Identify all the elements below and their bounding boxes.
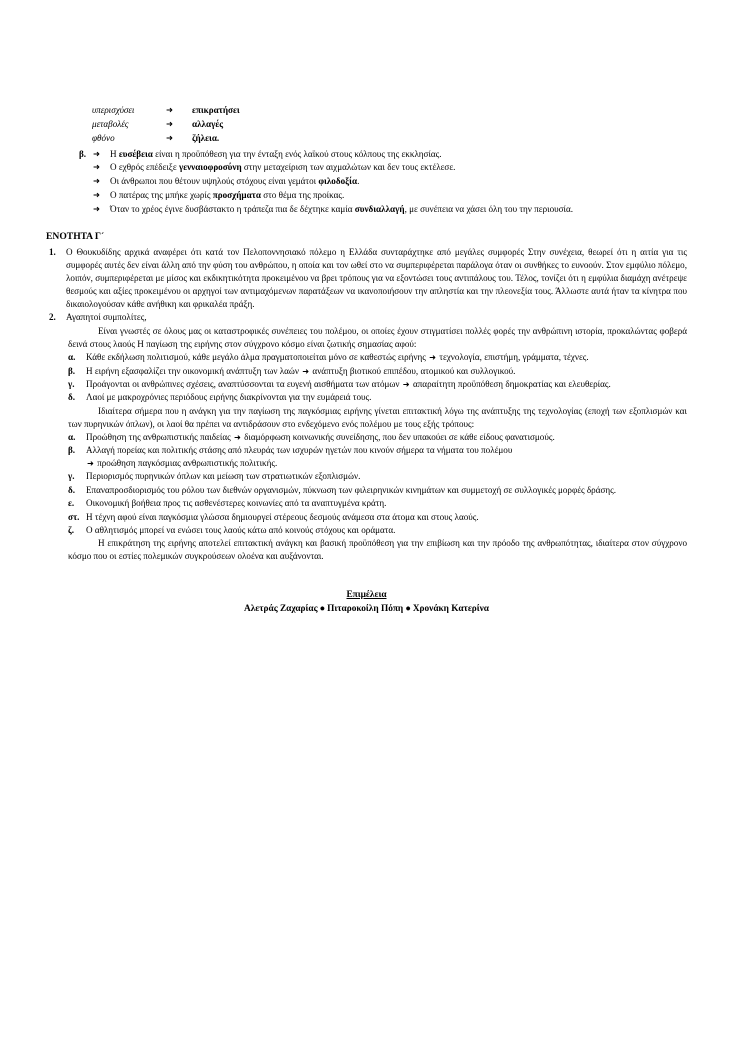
table-row bbox=[92, 132, 240, 146]
list-item bbox=[46, 246, 687, 311]
action-marker: ε. bbox=[68, 498, 75, 509]
list-item bbox=[68, 431, 687, 444]
action-marker: α. bbox=[68, 431, 76, 442]
synonym-table bbox=[92, 104, 240, 147]
list-item bbox=[46, 311, 687, 324]
action-marker: β. bbox=[68, 445, 76, 456]
action-text: Επαναπροσδιορισμός του ρόλου των διεθνών οργανισμών, πύκνωση των φιλειρηνικών κινημάτων και συμμετοχή σε συλλογικές μορφές δράσης. bbox=[86, 484, 617, 495]
list-item bbox=[93, 189, 687, 203]
item-1-text: Ο Θουκυδίδης αρχικά αναφέρει ότι κατά τον Πελοποννησιακό πόλεμο η Ελλάδα συνταράχτηκε από μεγάλες συμφορές Στην συνέχεια, θεωρεί ότι η αιτία για τις συμφορές αυτές δεν είναι άλλη από την φύση του ανθρώπου, η οποία και τον ωθεί στο να συμπεριφέρεται παράλογα όταν οι συνθήκες το ευνοούν. Στον εμφύλιο πόλεμο, λοιπόν, συμπεριφέρεται με μίσος και εκδικητικότητα προκειμένου να βρει τρόπους για να εξοντώσει τους αντιπάλους του. Τέλος, τονίζει ότι η εμφύλια διαμάχη ανέτρεψε θεσμούς και αξίες προκειμένου οι αρχηγοί των αντιμαχόμενων παρατάξεων να ικανοποιήσουν την απληστία και την πλεονεξία τους. Άλλωστε αυτά ήταν τα κίνητρα που δικαιολογούσαν κάθε ανήθικη και φρικαλέα πράξη. bbox=[66, 246, 687, 309]
section-heading: ΕΝΟΤΗΤΑ Γ´ bbox=[46, 231, 105, 243]
separator-icon: ● bbox=[405, 604, 411, 615]
arrow-icon: ➜ bbox=[233, 431, 241, 442]
benefit-marker: α. bbox=[68, 352, 76, 363]
exercise-beta-item-text: Όταν το χρέος έγινε δυσβάστακτο η τράπεζα πια δε δέχτηκε καμία συνδιαλλαγή, με συνέπεια να χάσει όλη του την περιουσία. bbox=[110, 204, 574, 215]
arrow-icon: ➜ bbox=[87, 457, 94, 468]
action-text: Αλλαγή πορείας και πολιτικής στάσης από πλευράς των ισχυρών ηγετών που κινούν σήμερα τα νήματα του πολέμου ➜ προώθηση παγκόσμιας ανθρωπιστικής πολιτικής. bbox=[86, 445, 513, 468]
editor-name: Πιταροκοίλη Πόπη bbox=[327, 604, 404, 615]
arrow-icon: ➜ bbox=[166, 104, 174, 115]
synonym-target: επικρατήσει bbox=[192, 105, 240, 115]
arrow-icon: ➜ bbox=[93, 189, 101, 200]
item-1-marker: 1. bbox=[49, 246, 56, 257]
action-text: Ο αθλητισμός μπορεί να ενώσει τους λαούς κάτω από κοινούς στόχους και οράματα. bbox=[86, 524, 396, 535]
benefit-marker: δ. bbox=[68, 392, 75, 403]
list-item bbox=[68, 391, 687, 404]
list-item bbox=[93, 175, 687, 189]
table-row bbox=[92, 104, 240, 118]
list-item bbox=[68, 365, 687, 378]
footer-credits bbox=[46, 589, 687, 616]
exercise-beta-item-text: Η ευσέβεια είναι η προϋπόθεση για την ένταξη ενός λαϊκού στους κόλπους της εκκλησίας. bbox=[110, 148, 442, 159]
item-2-bridge: Ιδιαίτερα σήμερα που η ανάγκη για την παγίωση της παγκόσμιας ειρήνης γίνεται επιτακτική λόγω της ανάπτυξης της τεχνολογίας (εποχή των εξοπλισμών και των πυρηνικών όπλων), οι λαοί θα πρέπει να αντιδράσουν στο ενδεχόμενο ενός πολέμου με τους εξής τρόπους: bbox=[68, 405, 687, 429]
list-item bbox=[93, 203, 687, 217]
list-item bbox=[68, 524, 687, 537]
benefits-list bbox=[68, 351, 687, 404]
item-2-marker: 2. bbox=[49, 312, 56, 323]
benefit-text: Η ειρήνη εξασφαλίζει την οικονομική ανάπτυξη των λαών ➜ ανάπτυξη βιοτικού επιπέδου, ατομικού και συλλογικού. bbox=[86, 365, 516, 376]
arrow-icon: ➜ bbox=[93, 175, 101, 186]
item-2-conclusion: Η επικράτηση της ειρήνης αποτελεί επιτακτική ανάγκη και βασική προϋπόθεση για την επιβίωση και την πρόοδο της ανθρωπότητας, ιδιαίτερα στον σύγχρονο κόσμο που οι εστίες πολεμικών συγκρούσεων ολοένα και αυξάνονται. bbox=[68, 538, 687, 562]
list-item bbox=[79, 148, 687, 161]
synonym-source: υπερισχύσει bbox=[92, 105, 135, 115]
benefit-text: Κάθε εκδήλωση πολιτισμού, κάθε μεγάλο άλμα πραγματοποιείται μόνο σε καθεστώς ειρήνης ➜ τεχνολογία, επιστήμη, γράμματα, τέχνες. bbox=[86, 352, 589, 363]
footer-title: Επιμέλεια bbox=[346, 590, 387, 601]
synonym-target: ζήλεια. bbox=[192, 133, 220, 144]
action-marker: στ. bbox=[68, 511, 80, 522]
footer-names bbox=[46, 603, 687, 616]
arrow-icon: ➜ bbox=[402, 379, 410, 389]
table-row bbox=[92, 118, 240, 132]
arrow-icon: ➜ bbox=[166, 132, 174, 143]
list-item bbox=[68, 511, 687, 524]
actions-list bbox=[68, 431, 687, 537]
benefit-marker: β. bbox=[68, 365, 76, 376]
list-item bbox=[68, 351, 687, 364]
list-item bbox=[68, 484, 687, 497]
item-2-content bbox=[68, 325, 687, 563]
item-2-intro: Είναι γνωστές σε όλους μας οι καταστροφικές συνέπειες του πολέμου, οι οποίες έχουν στιγματίσει πολλές φορές την ανθρώπινη ιστορία, προκαλώντας φοβερά δεινά στους λαούς Η παγίωση της ειρήνης στον σύγχρονο κόσμο είναι ζωτικής σημασίας αφού: bbox=[68, 326, 687, 350]
exercise-beta-marker: β. bbox=[79, 148, 87, 159]
editor-name: Χρονάκη Κατερίνα bbox=[412, 604, 489, 615]
exercise-beta bbox=[79, 148, 687, 218]
item-2-salutation: Αγαπητοί συμπολίτες, bbox=[66, 312, 147, 323]
benefit-text: Λαοί με μακροχρόνιες περιόδους ειρήνης διακρίνονται για την ευμάρειά τους. bbox=[86, 392, 372, 403]
action-text: Περιορισμός πυρηνικών όπλων και μείωση των στρατιωτικών εξοπλισμών. bbox=[86, 471, 361, 482]
benefit-text: Προάγονται οι ανθρώπινες σχέσεις, αναπτύσσονται τα ευγενή αισθήματα των ατόμων ➜ απαραίτητη προϋπόθεση δημοκρατίας και ελευθερίας. bbox=[86, 379, 611, 389]
list-item bbox=[68, 378, 687, 391]
exercise-beta-item-text: Ο πατέρας της μπήκε χωρίς προσχήματα στο θέμα της προίκας. bbox=[110, 189, 345, 200]
numbered-list bbox=[46, 246, 687, 563]
benefit-marker: γ. bbox=[68, 379, 75, 389]
arrow-icon: ➜ bbox=[166, 118, 174, 129]
separator-icon: ● bbox=[319, 604, 326, 615]
exercise-beta-item-text: Οι άνθρωποι που θέτουν υψηλούς στόχους είναι γεμάτοι φιλοδοξία. bbox=[110, 175, 360, 186]
arrow-icon: ➜ bbox=[93, 203, 101, 214]
synonym-target: αλλαγές bbox=[192, 119, 224, 130]
list-item bbox=[68, 444, 687, 470]
arrow-icon: ➜ bbox=[429, 352, 437, 363]
list-item bbox=[68, 470, 687, 483]
action-text: Προώθηση της ανθρωπιστικής παιδείας ➜ διαμόρφωση κοινωνικής συνείδησης, που δεν υπακούει σε κάθε είδους φανατισμούς. bbox=[86, 431, 555, 442]
action-text: Η τέχνη αφού είναι παγκόσμια γλώσσα δημιουργεί στέρεους δεσμούς ανάμεσα στα άτομα και στους λαούς. bbox=[86, 511, 479, 522]
action-marker: δ. bbox=[68, 484, 75, 495]
arrow-icon: ➜ bbox=[93, 148, 101, 159]
exercise-beta-list bbox=[93, 161, 687, 218]
list-item bbox=[68, 497, 687, 510]
editor-name: Αλετράς Ζαχαρίας bbox=[244, 604, 318, 615]
action-marker: ζ. bbox=[68, 524, 75, 535]
synonym-source: μεταβολές bbox=[92, 119, 129, 130]
arrow-icon: ➜ bbox=[302, 365, 310, 376]
synonym-source: φθόνο bbox=[92, 133, 115, 144]
document-body bbox=[46, 104, 687, 617]
list-item bbox=[93, 161, 687, 175]
exercise-beta-item-text: Ο εχθρός επέδειξε γενναιοφροσύνη στην μεταχείριση των αιχμαλώτων και δεν τους εκτέλεσε. bbox=[110, 161, 456, 172]
arrow-icon: ➜ bbox=[93, 161, 101, 172]
action-marker: γ. bbox=[68, 471, 75, 482]
action-text: Οικονομική βοήθεια προς τις ασθενέστερες κοινωνίες από τα αναπτυγμένα κράτη. bbox=[86, 498, 387, 509]
